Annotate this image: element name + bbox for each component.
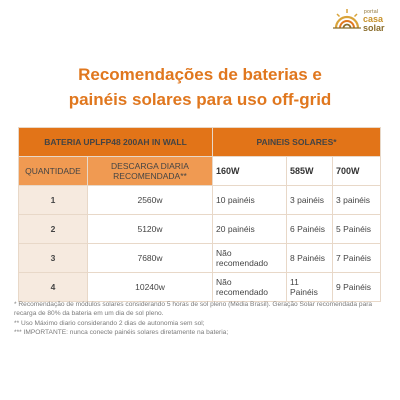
cell-panel-700w: 7 Painéis [333, 244, 381, 273]
table-row [19, 215, 381, 244]
cell-panel-160w: 10 painéis [213, 186, 287, 215]
cell-discharge: 2560w [88, 186, 213, 215]
table-row [19, 244, 381, 273]
page-title-line-2: painéis solares para uso off-grid [68, 90, 332, 109]
col-header-quantity: QUANTIDADE [19, 157, 88, 186]
cell-panel-700w: 9 Painéis [333, 273, 381, 302]
footnote-3: *** IMPORTANTE: nunca conecte painéis solares diretamente na bateria; [14, 328, 229, 336]
portal-casa-solar-logo [332, 6, 392, 36]
table-column-header-row [19, 157, 381, 186]
footnote-1: * Recomendação de módulos solares considerando 5 horas de sol pleno (Média Brasil). Geração Solar recomendada para recarga de 80% da bateria em um dia de sol pleno. [14, 301, 373, 318]
cell-quantity: 2 [19, 215, 88, 244]
cell-quantity: 3 [19, 244, 88, 273]
col-header-panel-585w: 585W [287, 157, 333, 186]
logo-text-solar: solar [363, 23, 385, 33]
recommendation-table [18, 127, 381, 302]
cell-panel-585w: 11 Painéis [287, 273, 333, 302]
cell-discharge: 10240w [88, 273, 213, 302]
sun-logo-icon [332, 6, 362, 34]
cell-quantity: 1 [19, 186, 88, 215]
col-header-panel-160w: 160W [213, 157, 287, 186]
cell-panel-700w: 3 painéis [333, 186, 381, 215]
cell-quantity: 4 [19, 273, 88, 302]
cell-discharge: 7680w [88, 244, 213, 273]
battery-header: BATERIA UPLFP48 200AH IN WALL [19, 128, 213, 157]
col-header-discharge: DESCARGA DIARIA RECOMENDADA** [88, 157, 213, 186]
table-row [19, 273, 381, 302]
panels-header: PAINEIS SOLARES* [213, 128, 381, 157]
footnote-2: ** Uso Máximo diario considerando 2 dias de autonomia sem sol; [14, 319, 205, 327]
table-group-header-row [19, 128, 381, 157]
logo-text-portal: portal [364, 9, 379, 15]
table-row [19, 186, 381, 215]
cell-discharge: 5120w [88, 215, 213, 244]
col-header-panel-700w: 700W [333, 157, 381, 186]
cell-panel-585w: 8 Painéis [287, 244, 333, 273]
cell-panel-700w: 5 Painéis [333, 215, 381, 244]
logo-text-casa: casa [363, 14, 384, 24]
cell-panel-585w: 3 painéis [287, 186, 333, 215]
page-title [0, 62, 400, 112]
footnotes [14, 300, 389, 337]
page-title-line-1: Recomendações de baterias e [78, 65, 322, 84]
cell-panel-160w: Não recomendado [213, 273, 287, 302]
cell-panel-585w: 6 Painéis [287, 215, 333, 244]
cell-panel-160w: 20 painéis [213, 215, 287, 244]
cell-panel-160w: Não recomendado [213, 244, 287, 273]
